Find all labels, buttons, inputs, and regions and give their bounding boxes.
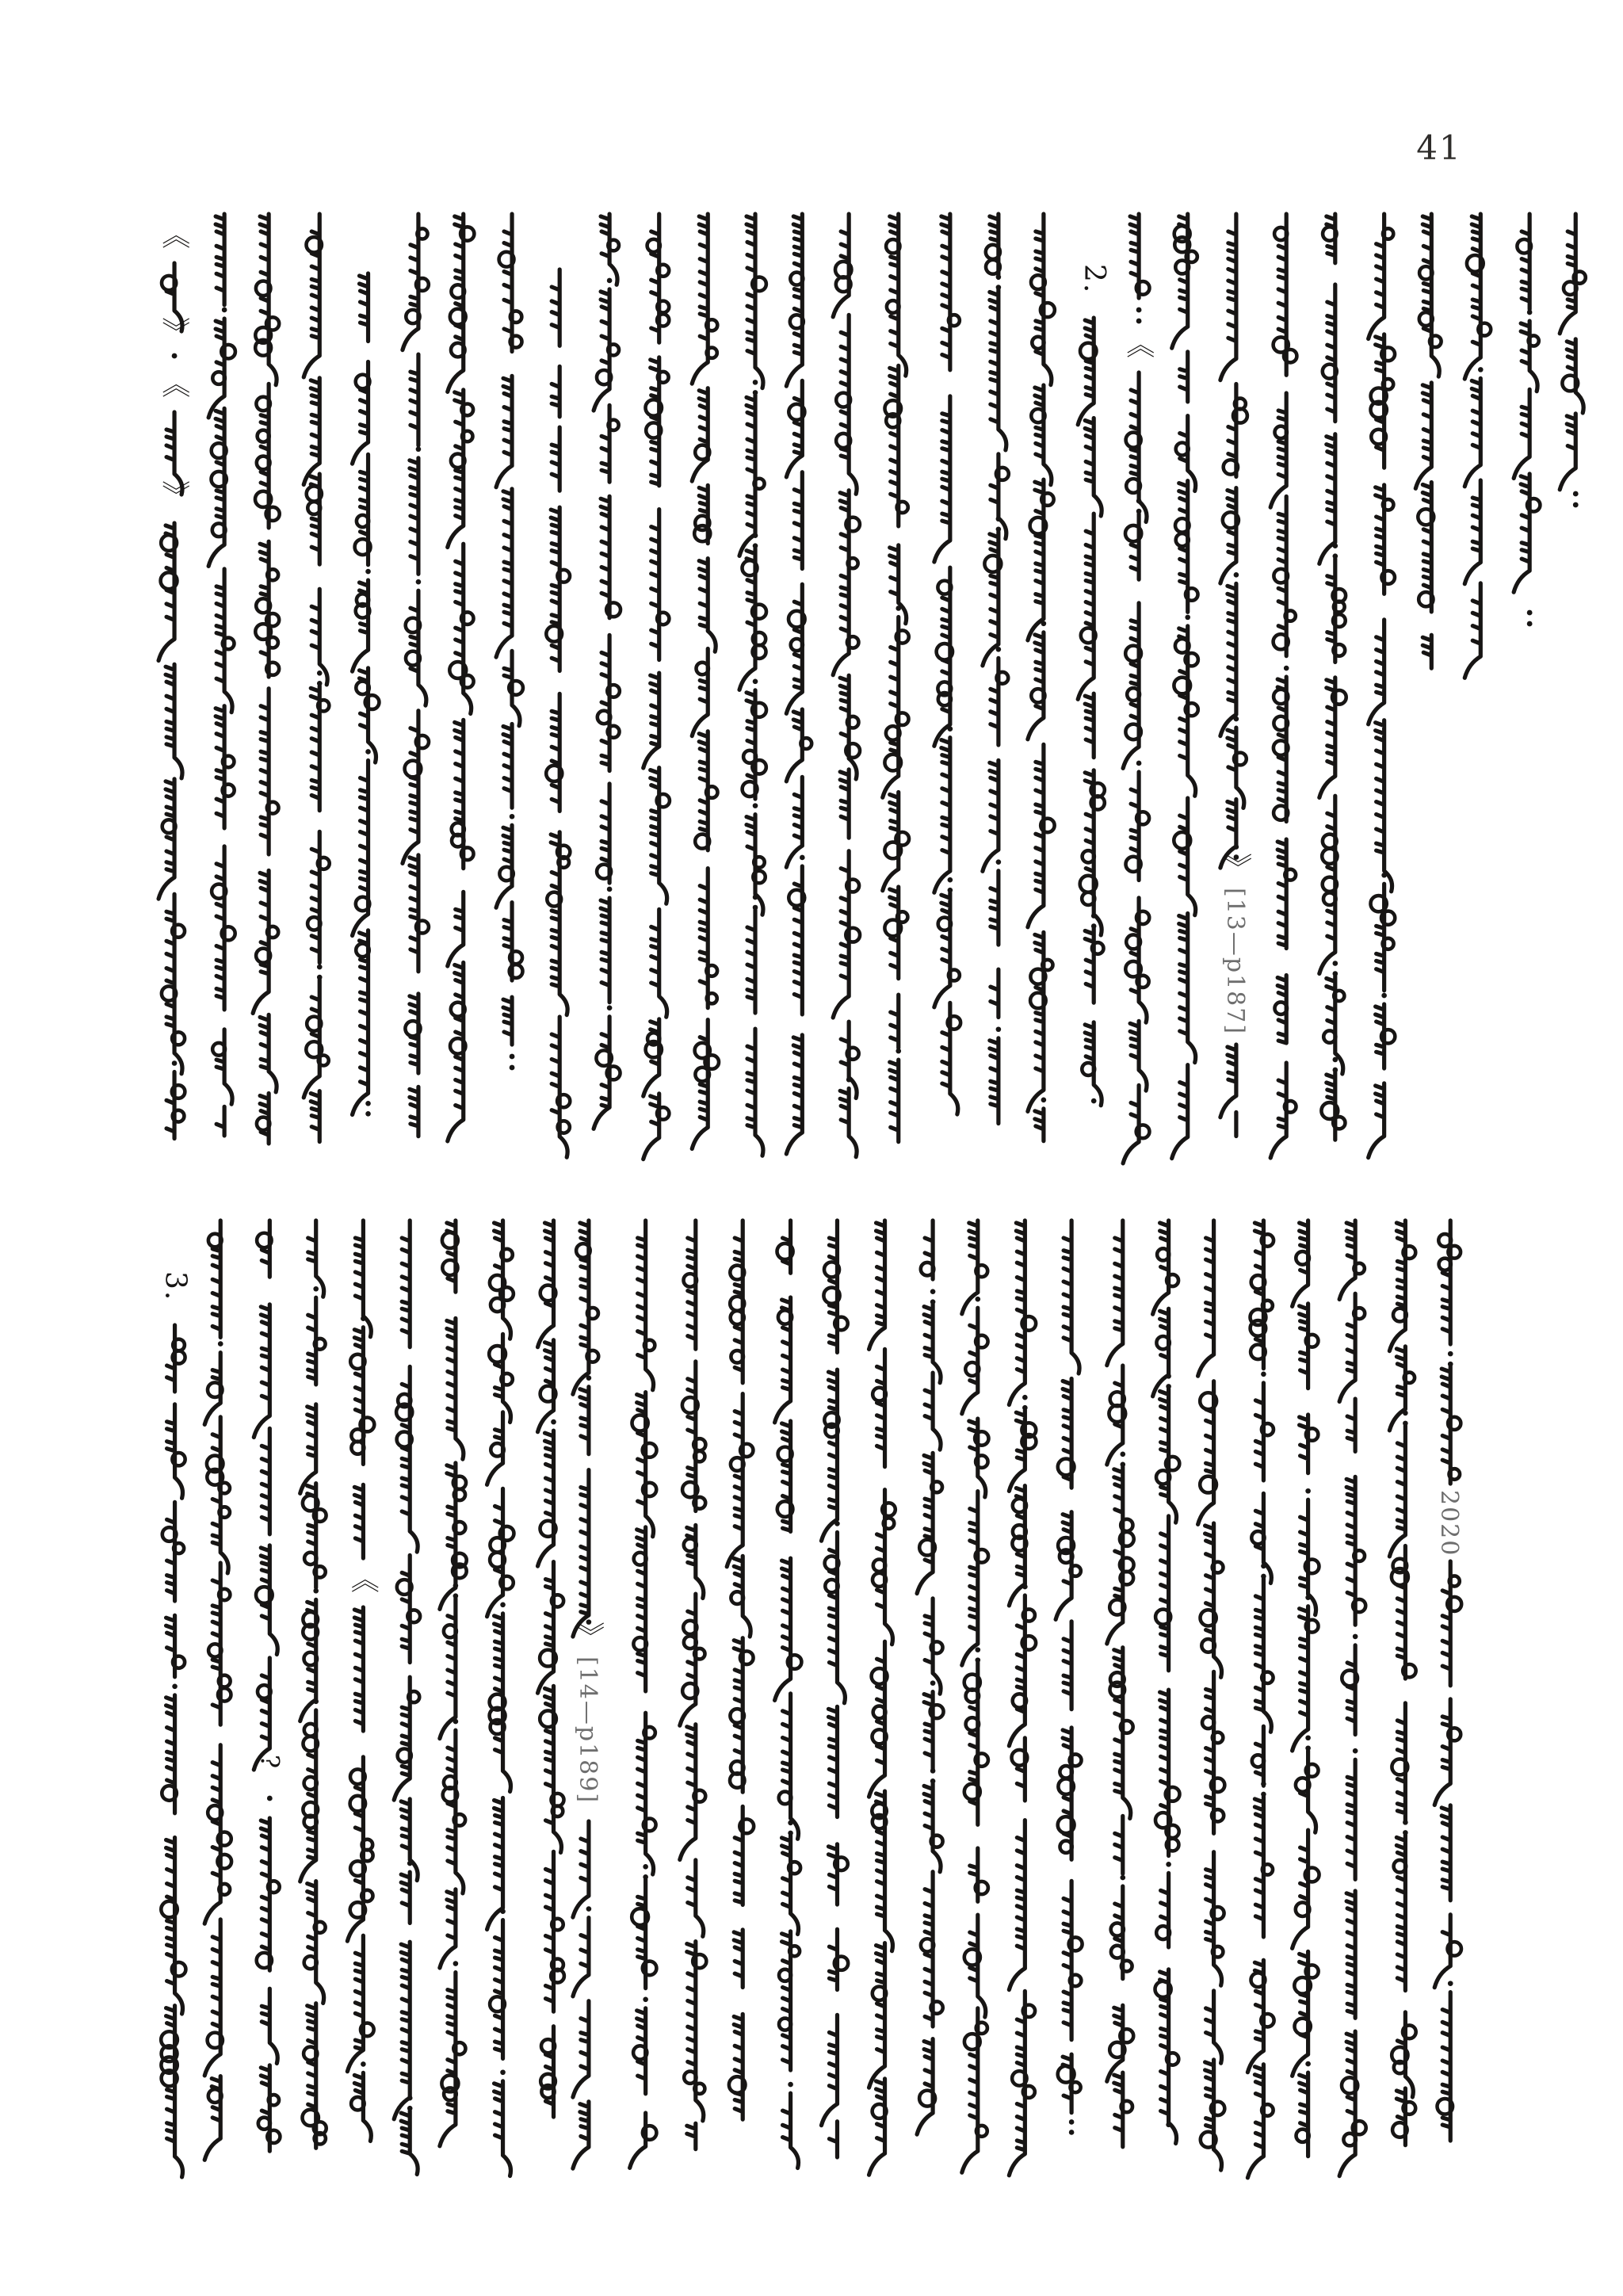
question-mark: ?: [254, 1755, 285, 1771]
script-column: [300, 1221, 327, 2148]
script-column: [1319, 214, 1346, 1140]
script-column: [159, 1271, 192, 2177]
page-number: 41: [1416, 128, 1462, 167]
script-column: [204, 1221, 231, 2160]
quote-open-mark: 《: [158, 369, 192, 400]
year: 2020: [1435, 1490, 1464, 1557]
script-column: [487, 1221, 514, 2176]
script-column: [1153, 1221, 1180, 2144]
quote-close-mark: 》: [158, 480, 192, 511]
script-column: [630, 1221, 657, 2168]
script-column: [403, 214, 429, 1137]
script-column: [833, 214, 860, 1157]
script-column: [573, 1221, 605, 2168]
script-column: [1389, 1221, 1415, 2145]
script-column: [1078, 264, 1110, 1106]
quote-close-mark: 》: [1220, 853, 1253, 884]
script-column: [962, 1221, 989, 2172]
script-column: [158, 220, 191, 1139]
script-column: [496, 214, 523, 1070]
script-column: [208, 214, 235, 1136]
script-column: [1172, 214, 1198, 1159]
script-column: [440, 1221, 467, 2146]
quote-open-mark: 《: [1123, 330, 1156, 361]
paragraph-number: 3.: [158, 1271, 192, 1302]
script-column: [775, 1221, 802, 2168]
script-column: [1369, 214, 1396, 1158]
script-column: [1514, 214, 1540, 626]
script-column: [869, 1221, 896, 2175]
script-column: [692, 214, 719, 1149]
quote-open-mark: 《: [158, 220, 192, 251]
script-column: [1415, 214, 1441, 668]
script-column: [1434, 1221, 1463, 2141]
script-column: [304, 214, 329, 1142]
colon-mark: [1136, 308, 1142, 324]
script-column: [643, 214, 670, 1159]
script-column: [1198, 1221, 1225, 2170]
script-column: [786, 214, 812, 1154]
script-column: [1056, 1221, 1082, 2135]
script-column: [394, 1221, 420, 2175]
script-column: [1220, 214, 1253, 1137]
script-column: [883, 214, 909, 1142]
script-column: [739, 214, 766, 1156]
script-column: [1009, 1221, 1036, 2176]
script-column: [347, 1221, 380, 2141]
script-column: [917, 1221, 943, 2134]
script-column: [1465, 214, 1491, 678]
script-column: [1247, 1221, 1274, 2178]
script-column: [594, 214, 621, 1129]
text-band-1: [158, 214, 1586, 1163]
script-column: [1270, 214, 1296, 1158]
quote-close-mark: 》: [572, 1622, 605, 1652]
script-column: [727, 1221, 754, 2119]
script-column: [353, 273, 380, 1117]
script-column: [983, 214, 1009, 1124]
script-column: [254, 1221, 285, 2151]
script-column: [1293, 1221, 1319, 2157]
full-stop-mark: [1527, 610, 1533, 627]
text-band-2: [159, 1221, 1464, 2178]
full-stop-mark: [1573, 491, 1579, 508]
punctuation-dot: [172, 353, 178, 359]
script-column: [821, 1221, 848, 2157]
script-column: [546, 269, 570, 1157]
script-column: [680, 1221, 707, 2149]
quote-close-mark: 》: [158, 317, 192, 348]
script-column: [1107, 1221, 1134, 2147]
punctuation-dot: [267, 1796, 273, 1801]
script-column: [1123, 214, 1155, 1163]
citation: [14—p189]: [573, 1656, 601, 1805]
quote-open-mark: 《: [347, 1564, 380, 1595]
script-column: [253, 214, 280, 1144]
script-column: [1339, 1221, 1366, 2176]
script-column: [538, 1221, 564, 2117]
script-column: [1028, 214, 1055, 1141]
full-stop-mark: [510, 1054, 515, 1071]
script-column: [448, 214, 475, 1141]
script-column: [934, 214, 960, 1114]
script-column: [1560, 214, 1586, 507]
paragraph-number: 2.: [1078, 264, 1111, 295]
citation: [13—p187]: [1220, 888, 1249, 1036]
